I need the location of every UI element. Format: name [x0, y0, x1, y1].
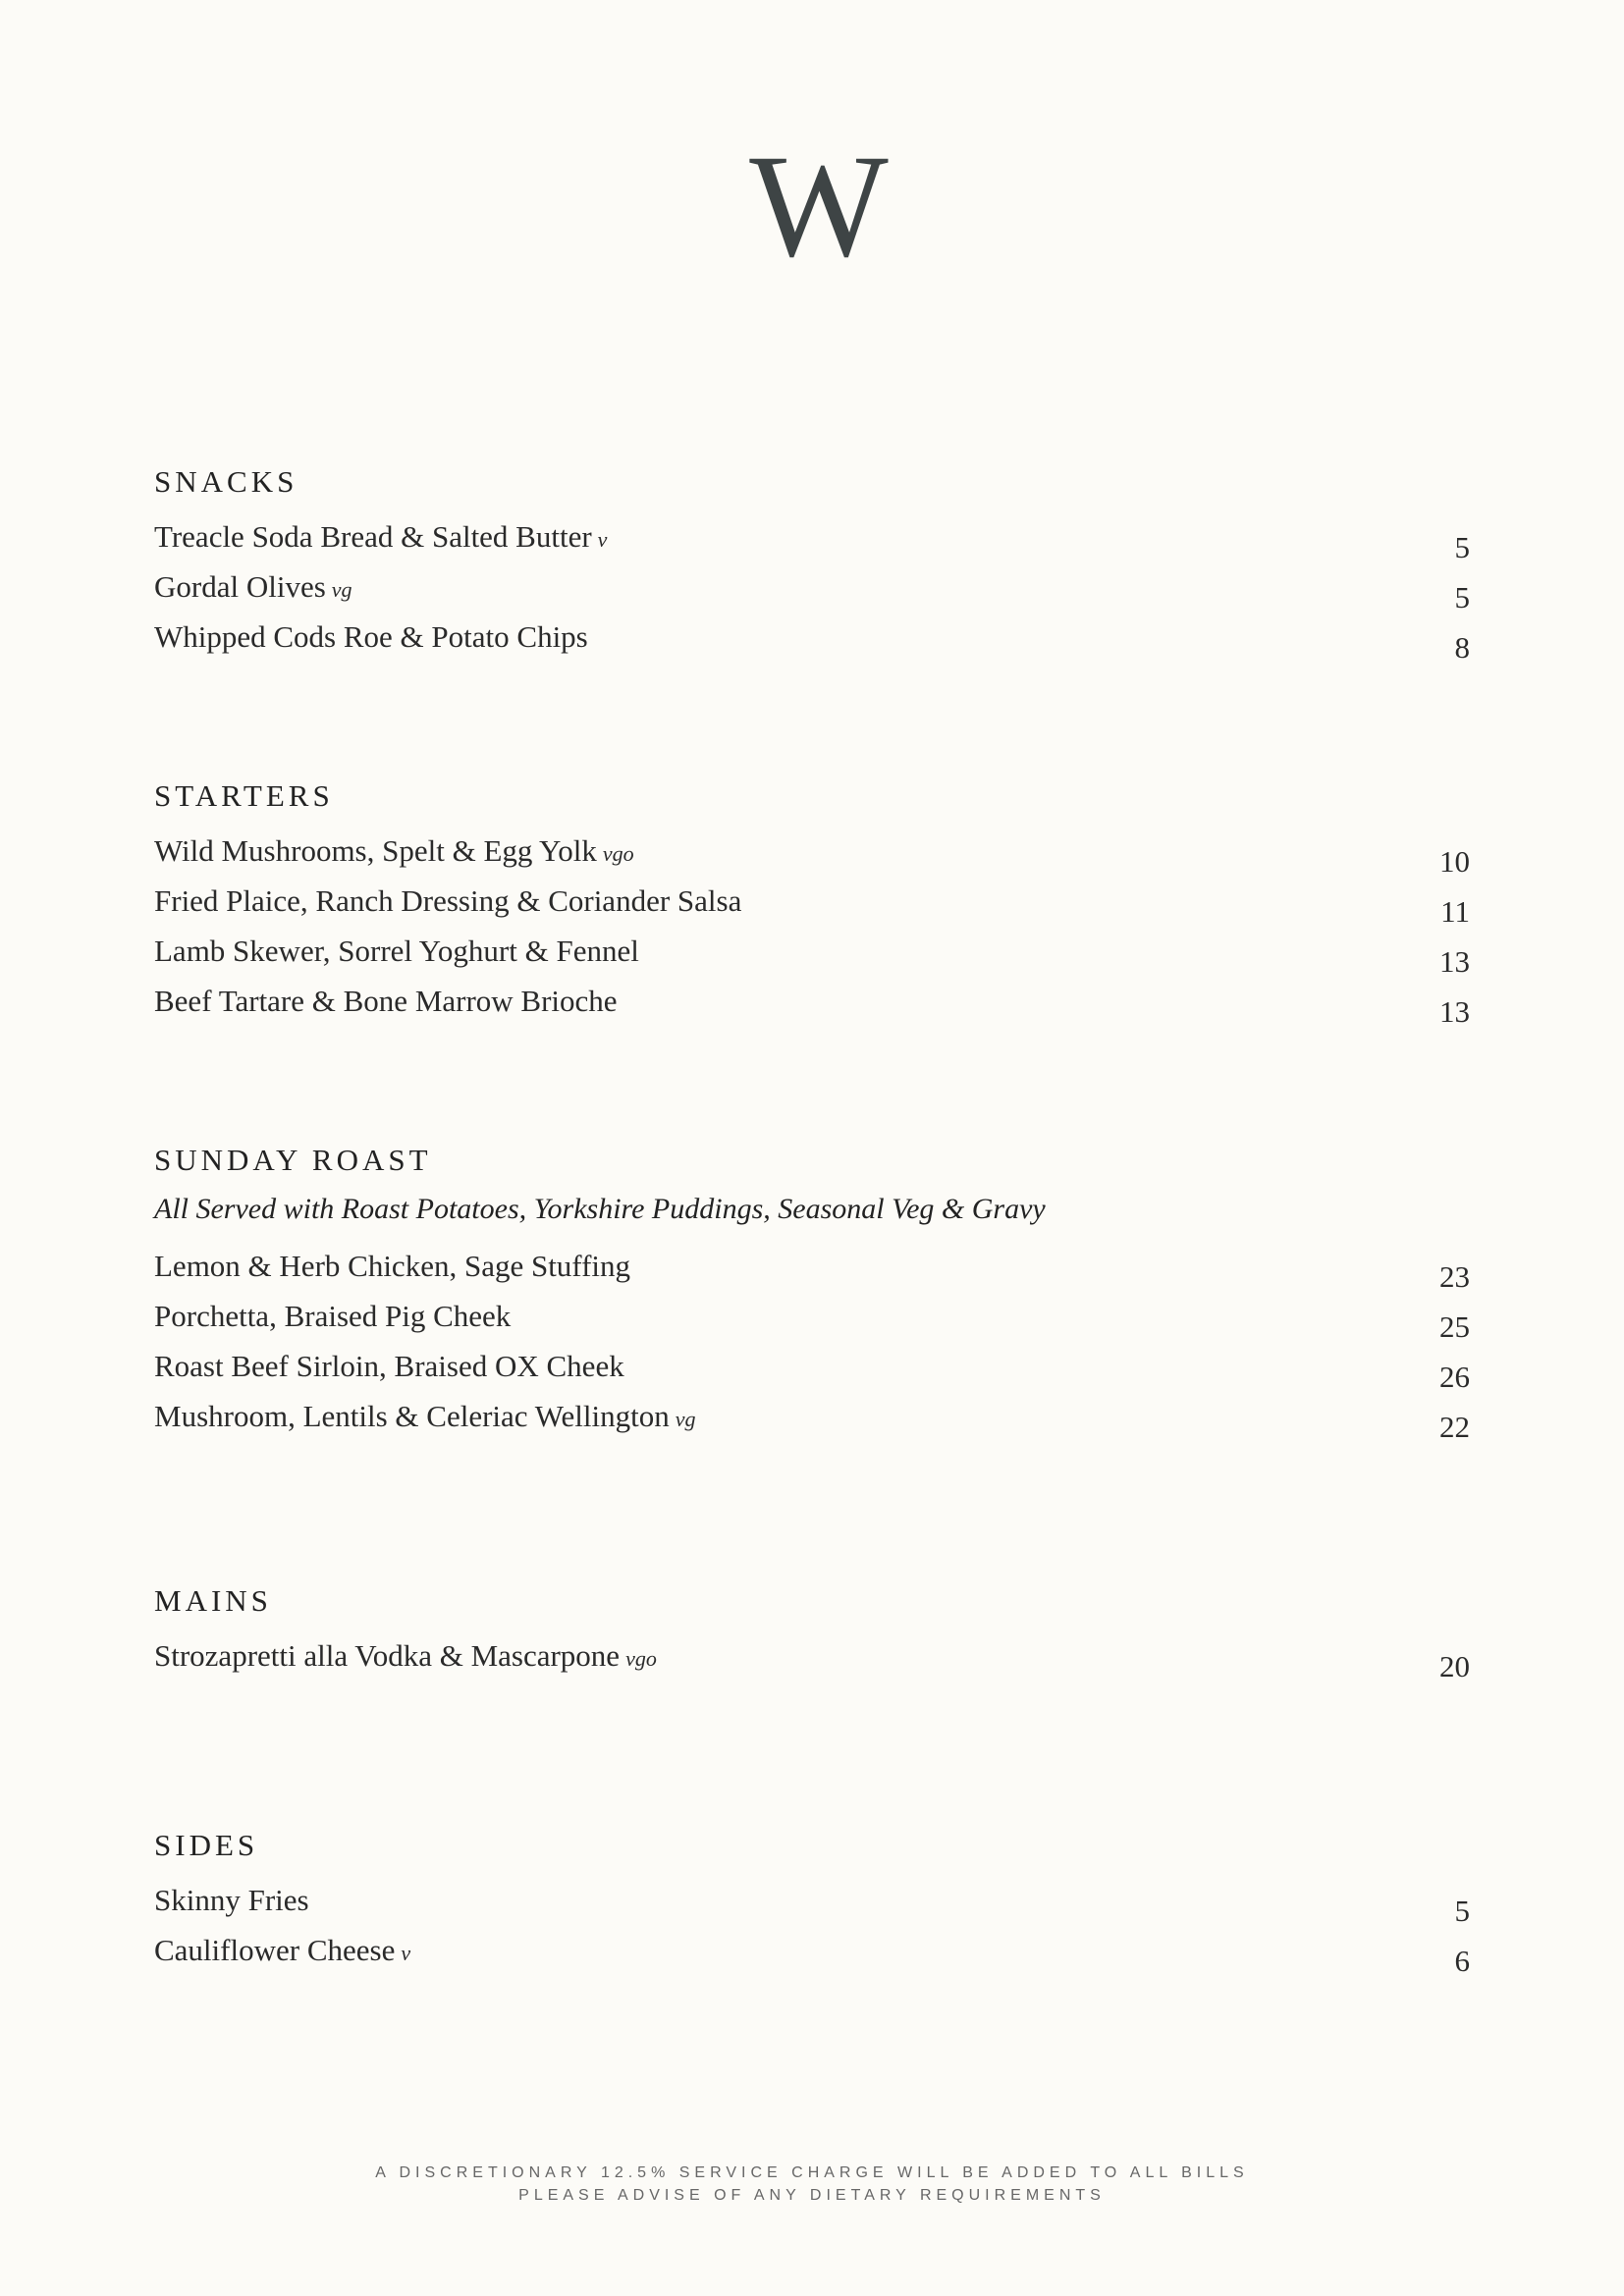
- item-price: 13: [1439, 944, 1470, 979]
- dietary-tag: v: [401, 1941, 411, 1965]
- item-price: 11: [1440, 894, 1470, 929]
- item-name: Gordal Olives: [154, 569, 326, 604]
- section-heading: SUNDAY ROAST: [154, 1143, 432, 1177]
- menu-item: [154, 875, 1470, 929]
- menu-item: [154, 1874, 1470, 1928]
- item-price: 20: [1439, 1649, 1470, 1683]
- menu-item: [154, 1629, 1470, 1683]
- section-heading: STARTERS: [154, 778, 334, 813]
- section-sunday-roast: [154, 1140, 1470, 1444]
- menu: [154, 461, 1470, 1978]
- menu-item: [154, 1340, 1470, 1394]
- menu-item: [154, 1240, 1470, 1294]
- item-name: Wild Mushrooms, Spelt & Egg Yolk: [154, 833, 597, 868]
- dietary-tag: vg: [331, 577, 352, 602]
- item-name: Lemon & Herb Chicken, Sage Stuffing: [154, 1249, 631, 1283]
- item-name: Roast Beef Sirloin, Braised OX Cheek: [154, 1349, 624, 1383]
- section-sides: [154, 1825, 1470, 1978]
- menu-item: [154, 975, 1470, 1029]
- section-starters: [154, 775, 1470, 1029]
- dietary-tag: v: [597, 527, 608, 552]
- item-name: Skinny Fries: [154, 1883, 309, 1917]
- section-subtitle: All Served with Roast Potatoes, Yorkshire Puddings, Seasonal Veg & Gravy: [154, 1193, 1046, 1225]
- item-name: Fried Plaice, Ranch Dressing & Coriander Salsa: [154, 883, 742, 918]
- item-price: 10: [1439, 844, 1470, 879]
- item-name: Mushroom, Lentils & Celeriac Wellington: [154, 1399, 670, 1433]
- item-name: Porchetta, Braised Pig Cheek: [154, 1299, 512, 1333]
- item-price: 26: [1439, 1360, 1470, 1394]
- item-price: 22: [1439, 1410, 1470, 1444]
- section-heading: MAINS: [154, 1583, 272, 1618]
- menu-item: [154, 825, 1470, 879]
- item-price: 8: [1454, 630, 1470, 665]
- menu-item: [154, 611, 1470, 665]
- menu-item: [154, 925, 1470, 979]
- menu-item: [154, 1924, 1470, 1978]
- logo: W: [749, 125, 875, 288]
- item-name: Strozapretti alla Vodka & Mascarpone: [154, 1638, 621, 1673]
- menu-item: [154, 510, 1470, 564]
- item-price: 13: [1439, 994, 1470, 1029]
- dietary-tag: vg: [675, 1407, 696, 1431]
- item-name: Cauliflower Cheese: [154, 1933, 396, 1967]
- menu-item: [154, 1390, 1470, 1444]
- dietary-tag: vgo: [625, 1646, 657, 1671]
- item-name: Whipped Cods Roe & Potato Chips: [154, 619, 588, 654]
- menu-item: [154, 1290, 1470, 1344]
- item-price: 5: [1454, 530, 1470, 564]
- item-price: 6: [1454, 1944, 1470, 1978]
- item-name: Treacle Soda Bread & Salted Butter: [154, 519, 592, 554]
- item-price: 5: [1454, 580, 1470, 614]
- menu-item: [154, 561, 1470, 614]
- item-price: 25: [1439, 1309, 1470, 1344]
- item-name: Beef Tartare & Bone Marrow Brioche: [154, 984, 618, 1018]
- section-mains: [154, 1580, 1470, 1683]
- item-price: 23: [1439, 1259, 1470, 1294]
- item-price: 5: [1454, 1894, 1470, 1928]
- footer: [0, 2162, 1624, 2207]
- service-charge-note: A DISCRETIONARY 12.5% SERVICE CHARGE WILL BE ADDED TO ALL BILLS: [375, 2164, 1249, 2181]
- section-heading: SNACKS: [154, 464, 298, 499]
- dietary-note: PLEASE ADVISE OF ANY DIETARY REQUIREMENTS: [518, 2187, 1106, 2204]
- section-snacks: [154, 461, 1470, 665]
- dietary-tag: vgo: [602, 841, 634, 866]
- item-name: Lamb Skewer, Sorrel Yoghurt & Fennel: [154, 934, 639, 968]
- section-heading: SIDES: [154, 1828, 259, 1862]
